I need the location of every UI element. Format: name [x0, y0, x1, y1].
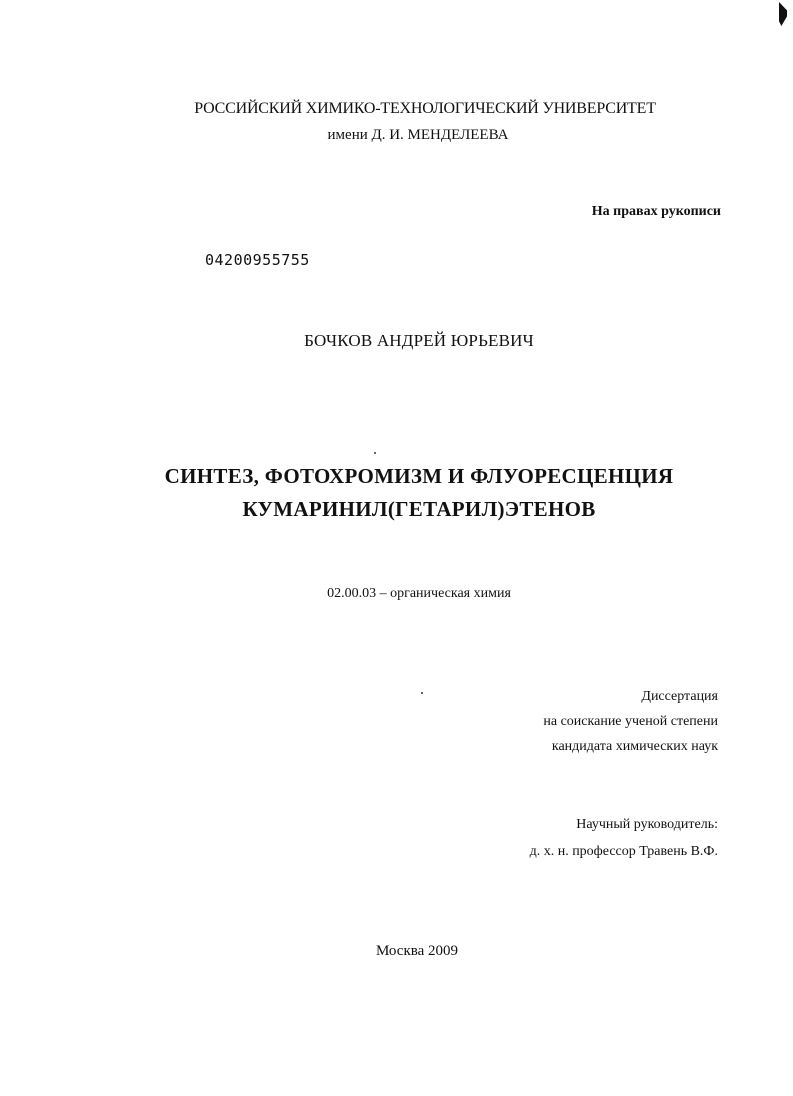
manuscript-rights-note: На правах рукописи: [591, 204, 721, 219]
thesis-title-line-1: СИНТЕЗ, ФОТОХРОМИЗМ И ФЛУОРЕСЦЕНЦИЯ: [164, 464, 674, 488]
author-name: БОЧКОВ АНДРЕЙ ЮРЬЕВИЧ: [304, 331, 534, 350]
thesis-title-line-2: КУМАРИНИЛ(ГЕТАРИЛ)ЭТЕНОВ: [242, 497, 596, 521]
dissertation-degree-name: кандидата химических наук: [551, 739, 718, 754]
scan-speck: [374, 452, 376, 454]
dissertation-label: Диссертация: [641, 689, 718, 704]
university-name: РОССИЙСКИЙ ХИМИКО-ТЕХНОЛОГИЧЕСКИЙ УНИВЕРСИТЕТ: [194, 100, 656, 117]
scan-speck: [421, 692, 423, 694]
supervisor-name: д. х. н. профессор Травень В.Ф.: [529, 844, 718, 859]
scan-corner-mark: [779, 2, 787, 26]
catalog-code: 04200955755: [205, 251, 310, 269]
supervisor-label: Научный руководитель:: [576, 817, 718, 832]
university-subtitle: имени Д. И. МЕНДЕЛЕЕВА: [327, 127, 509, 143]
dissertation-degree-line: на соискание ученой степени: [543, 714, 718, 729]
specialty-code: 02.00.03 – органическая химия: [327, 586, 511, 601]
place-and-year: Москва 2009: [375, 943, 459, 959]
